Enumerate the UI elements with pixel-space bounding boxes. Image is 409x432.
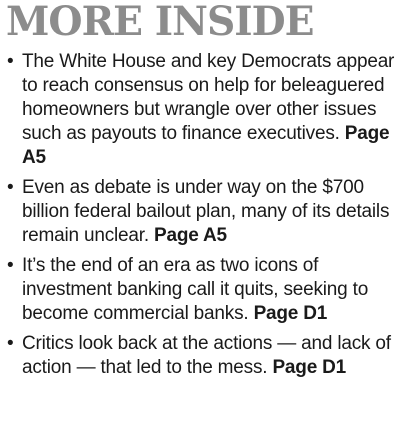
bullet-icon: • [7, 177, 14, 198]
teaser-item[interactable] [6, 332, 405, 380]
teaser-item[interactable] [6, 176, 405, 248]
page-reference[interactable]: Page D1 [272, 357, 347, 378]
bullet-icon: • [7, 333, 14, 354]
bullet-icon: • [7, 51, 14, 72]
teaser-list [6, 50, 405, 380]
page-reference[interactable]: Page A5 [154, 225, 227, 246]
bullet-icon: • [7, 255, 14, 276]
page-reference[interactable]: Page A5 [22, 123, 390, 168]
teaser-item[interactable] [6, 50, 405, 170]
teaser-text: The White House and key Democrats appear to reach consensus on help for beleaguered homeowners but wrangle over other issues such as payouts to finance executives. [22, 51, 395, 144]
teaser-text: It’s the end of an era as two icons of investment banking call it quits, seeking to become commercial banks. [22, 255, 369, 324]
teaser-text: Even as debate is under way on the $700 billion federal bailout plan, many of its details remain unclear. [22, 177, 390, 246]
teaser-item[interactable] [6, 254, 405, 326]
teaser-text: Critics look back at the actions — and lack of action — that led to the mess. [22, 333, 391, 378]
page-reference[interactable]: Page D1 [253, 303, 328, 324]
section-heading: MORE INSIDE [6, 0, 314, 45]
